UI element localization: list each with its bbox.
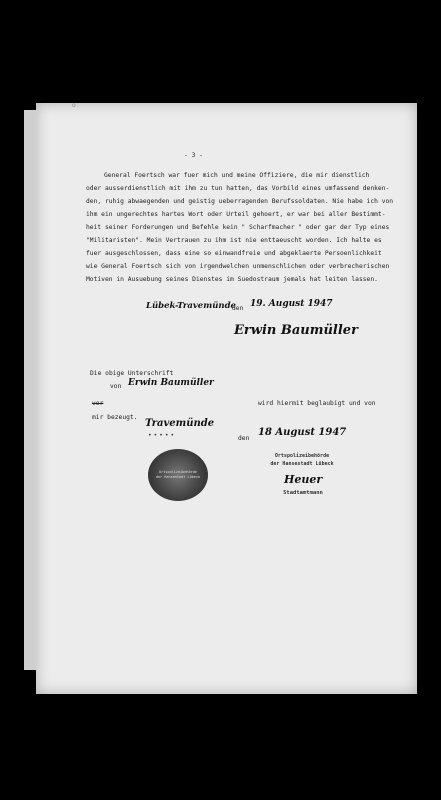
certification-von: von xyxy=(110,383,122,390)
body-line: fuer ausgeschlossen, dass eine so einwandfreie und abgeklaerte Persoenlichkeit xyxy=(86,250,382,257)
official-signature: Heuer xyxy=(284,473,323,486)
stamp-line: Ortspolizeibehörde xyxy=(274,453,330,459)
body-line: wie General Foertsch sich von irgendwelchen unmenschlichen oder verbrecherischen xyxy=(86,263,390,270)
official-title: Stadtamtmann xyxy=(283,490,323,496)
certification-line: mir bezeugt. xyxy=(92,414,138,421)
stamp-line: der Hansestadt Lübeck xyxy=(270,461,334,467)
certification-line: Die obige Unterschrift xyxy=(90,370,174,377)
signing-place: Lübek-Travemünde xyxy=(146,301,236,311)
page-number: - 3 - xyxy=(184,152,203,159)
certification-place: Travemünde xyxy=(145,418,215,429)
corner-mark: o xyxy=(72,102,76,109)
certified-name: Erwin Baumüller xyxy=(128,378,214,388)
seal-text: Ortspolizeibehörde der Hansestadt Lübeck xyxy=(155,470,201,479)
body-line: den, ruhig abwaegenden und geistig ueberragenden Berufssoldaten. Nie habe ich von xyxy=(86,198,394,205)
certification-date: 18 August 1947 xyxy=(258,427,347,438)
certification-den: den xyxy=(238,435,250,442)
certification-vor: vor xyxy=(92,400,104,407)
body-line: General Foertsch war fuer mich und meine Offiziere, die mir dienstlich xyxy=(104,172,370,179)
body-line: Motiven in Ausuebung seines Dienstes im Suedostraum jemals hat leiten lassen. xyxy=(86,276,378,283)
signing-den: den xyxy=(232,305,244,312)
certification-text: wird hiermit beglaubigt und von xyxy=(258,400,376,407)
body-line: ihm ein ungerechtes hartes Wort oder Urteil gehoert, er war bei aller Bestimmt- xyxy=(86,211,386,218)
body-line: "Militaristen". Mein Vertrauen zu ihm ist nie enttaeuscht worden. Ich halte es xyxy=(86,237,382,244)
police-stamp xyxy=(252,452,352,468)
body-line: heit seiner Forderungen und Befehle kein " Scharfmacher " oder gar der Typ eines xyxy=(86,224,390,231)
signature: Erwin Baumüller xyxy=(234,323,358,338)
dotted-line: ••••• xyxy=(148,432,177,439)
signing-date: 19. August 1947 xyxy=(250,299,333,309)
body-line: oder ausserdienstlich mit ihm zu tun hatten, das Vorbild eines umfassend denken- xyxy=(86,185,390,192)
